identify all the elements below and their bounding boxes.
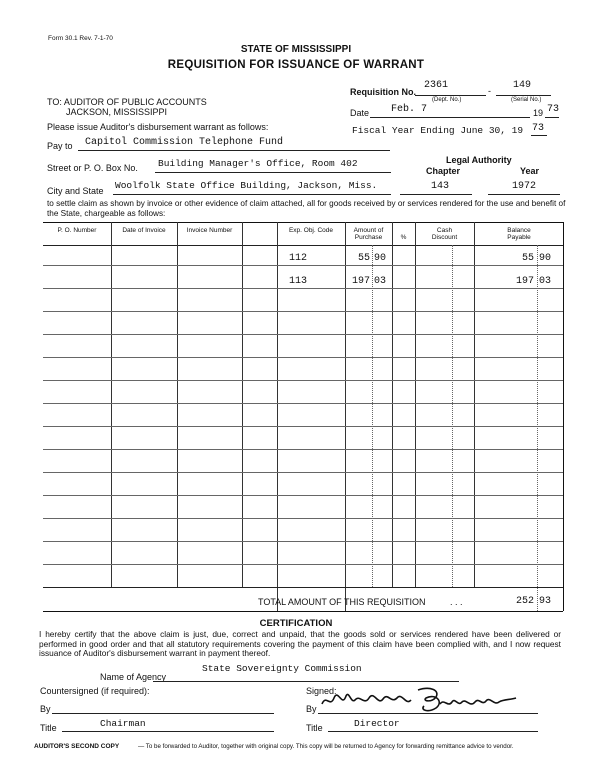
street-label: Street or P. O. Box No. [47, 163, 138, 173]
state-title: STATE OF MISSISSIPPI [240, 44, 352, 55]
fiscal-year-label: Fiscal Year Ending June 30, 19 [352, 125, 524, 136]
row2-balance-cents: 03 [539, 276, 552, 287]
settle-text: to settle claim as shown by invoice or other evidence of claim attached, all for goods received by or services rendered for the use and benefit of the State, chargeable as follows: [47, 199, 566, 218]
row1-amount-cents: 90 [374, 253, 387, 264]
row2-amount-cents: 03 [374, 276, 387, 287]
legal-authority-label: Legal Authority [446, 155, 512, 165]
date-label: Date [350, 108, 370, 118]
year-value: 1972 [512, 181, 537, 192]
fiscal-year-value: 73 [532, 123, 545, 134]
footer-text: — To be forwarded to Auditor, together with original copy. This copy will be returned to Agency for forwarding remittance advice to vendor. [138, 743, 514, 750]
countersigned-label: Countersigned (if required): [40, 686, 150, 696]
addressee-line1: TO: AUDITOR OF PUBLIC ACCOUNTS [47, 97, 207, 107]
agency-value: State Sovereignty Commission [202, 663, 362, 674]
title-label-left: Title [40, 723, 57, 733]
chapter-label: Chapter [426, 166, 461, 176]
header-cash-discount: Cash Discount [431, 227, 458, 241]
date-value: Feb. 7 [391, 104, 428, 115]
agency-label: Name of Agency [100, 672, 167, 682]
by-label-right: By [306, 704, 317, 714]
chapter-value: 143 [431, 181, 450, 192]
certification-heading: CERTIFICATION [259, 618, 333, 629]
header-invoice-number: Invoice Number [186, 227, 233, 234]
instruction-text: Please issue Auditor's disbursement warrant as follows: [47, 122, 269, 132]
pay-to-label: Pay to [47, 141, 73, 151]
row2-balance: 197 [515, 276, 534, 287]
form-number: Form 30.1 Rev. 7-1-70 [48, 35, 113, 42]
city-label: City and State [47, 186, 104, 196]
left-title-value: Chairman [100, 718, 146, 729]
dept-number: 2361 [424, 80, 449, 91]
serial-number: 149 [513, 80, 532, 91]
addressee-line2: JACKSON, MISSISSIPPI [66, 107, 168, 117]
signed-label: Signed: [306, 686, 337, 696]
main-title: REQUISITION FOR ISSUANCE OF WARRANT [167, 59, 425, 71]
header-amount: Amount of Purchase [353, 227, 384, 241]
by-label-left: By [40, 704, 51, 714]
header-exp-obj-code: Exp. Obj. Code [288, 227, 334, 234]
total-value: 252 [515, 596, 534, 607]
row1-balance-cents: 90 [539, 253, 552, 264]
serial-no-caption: (Serial No.) [511, 97, 542, 103]
row2-amount: 197 [351, 276, 370, 287]
header-date-of-invoice: Date of Invoice [122, 227, 166, 234]
certification-text: I hereby certify that the above claim is just, due, correct and unpaid, that the goods sold or services rendered have been delivered or performed in good order and that all statutory requirements covering the payment of this claim have been complied with, and I now request issuance of Auditor's disbursement warrant in payment thereof. [39, 629, 561, 658]
total-label: TOTAL AMOUNT OF THIS REQUISITION [258, 597, 426, 607]
dept-no-caption: (Dept. No.) [432, 97, 462, 103]
street-value: Building Manager's Office, Room 402 [158, 158, 358, 169]
row1-code: 112 [289, 253, 308, 264]
row2-code: 113 [289, 276, 308, 287]
pay-to-value: Capitol Commission Telephone Fund [85, 137, 284, 148]
row1-balance: 55 [521, 253, 534, 264]
footer-copy-label: AUDITOR'S SECOND COPY [34, 743, 120, 750]
header-percent: % [400, 234, 407, 241]
signature-image [318, 684, 528, 716]
requisition-label: Requisition No. [350, 87, 416, 97]
header-balance-payable: Balance Payable [507, 227, 531, 241]
header-po-number: P. O. Number [57, 227, 97, 234]
title-label-right: Title [306, 723, 323, 733]
date-year: 73 [547, 104, 560, 115]
row1-amount: 55 [357, 253, 370, 264]
city-value: Woolfolk State Office Building, Jackson, Miss. [115, 180, 378, 191]
total-cents: 93 [539, 596, 552, 607]
right-title-value: Director [354, 718, 400, 729]
year-label: Year [520, 166, 540, 176]
